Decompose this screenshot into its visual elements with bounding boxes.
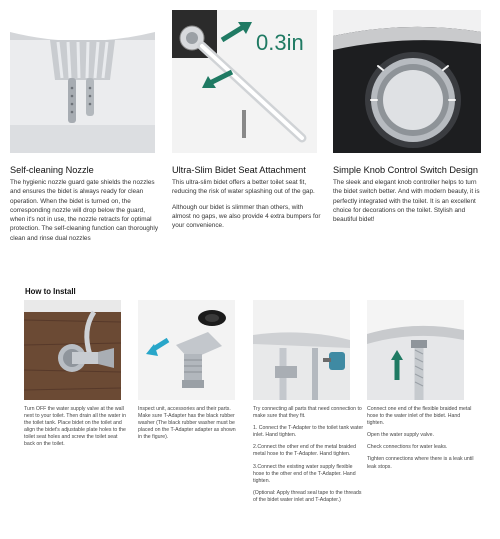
step-paragraph: Inspect unit, accessories and their parts. Make sure T-Adapter has the black rubber washer (The black rubber washer must be placed on the T-Adapter adapter as shown in the figure). [138,406,236,441]
step-paragraph: (Optional: Apply thread seal tape to the threads of the bidet water inlet and T-Adapter.) [253,489,362,503]
step-paragraph: Tighten connections where there is a leak until leak stops. [367,456,474,470]
step-paragraph: Turn OFF the water supply valve at the wall next to your toilet. Then drain all the water in the toilet tank. Place bidet on the toilet and align the bidet's adjustable plate holes to the toilet seat holes and screw the toilet seat back on the toilet. [24,406,126,448]
install-step-1-text [24,406,127,454]
step-paragraph: 3.Connect the existing water supply flexible hose to the other end of the T-Adapter. Hand tighten. [253,463,356,484]
feature-paragraph: Although our bidet is slimmer than others, with almost no gaps, we also provide 4 extra bumpers for your convenience. [172,203,321,230]
step-paragraph: 2.Connect the other end of the metal braided metal hose to the T-Adapter. Hand tighten. [253,444,356,458]
install-step-3-image [253,300,350,400]
step-paragraph: Try connecting all parts that need connection to make sure that they fit. [253,406,362,420]
install-step-4-image [367,300,464,400]
install-step-2-image [138,300,235,400]
install-heading: How to Install [25,287,76,296]
feature-title-self-cleaning: Self-cleaning Nozzle [10,165,94,175]
feature-paragraph: The sleek and elegant knob controller helps to turn the bidet switch better. And with modern beauty, it is perfectly integrated with the toilet. It is an excellent choice for decorations on the toilet. Stylish and beautiful bidet! [333,179,480,224]
slim-seat-image [172,10,317,153]
knob-image [333,10,481,153]
step-paragraph: Check connections for water leaks. [367,444,448,451]
step-paragraph: Open the water supply valve. [367,432,434,439]
thickness-label: 0.3in [256,30,304,55]
step-paragraph: Connect one end of the flexible braided metal hose to the water inlet of the bidet. Hand tighten. [367,406,472,427]
install-step-2-text [138,406,241,446]
feature-title-ultra-slim: Ultra-Slim Bidet Seat Attachment [172,165,306,175]
feature-paragraph: The hygienic nozzle guard gate shields the nozzles and ensures the bidet is always ready for clean operation. When the bidet is turned on, the corresponding nozzle will drop below the guard, when it's not in use, the nozzle retracts for optimal protection. The self-cleaning function can thoroughly clean and rinse dual nozzles [10,179,159,242]
install-step-3-text [253,406,365,509]
feature-desc-ultra-slim [172,178,322,236]
feature-desc-self-cleaning [10,178,160,249]
feature-desc-knob [333,178,483,230]
feature-title-knob: Simple Knob Control Switch Design [333,165,479,175]
feature-paragraph: This ultra-slim bidet offers a better toilet seat fit, reducing the risk of water splashing out of the gap. [172,179,315,196]
install-step-1-image [24,300,121,400]
nozzle-image [10,10,155,153]
install-step-4-text [367,406,475,476]
step-paragraph: 1. Connect the T-Adapter to the toilet tank water inlet. Hand tighten. [253,425,364,439]
